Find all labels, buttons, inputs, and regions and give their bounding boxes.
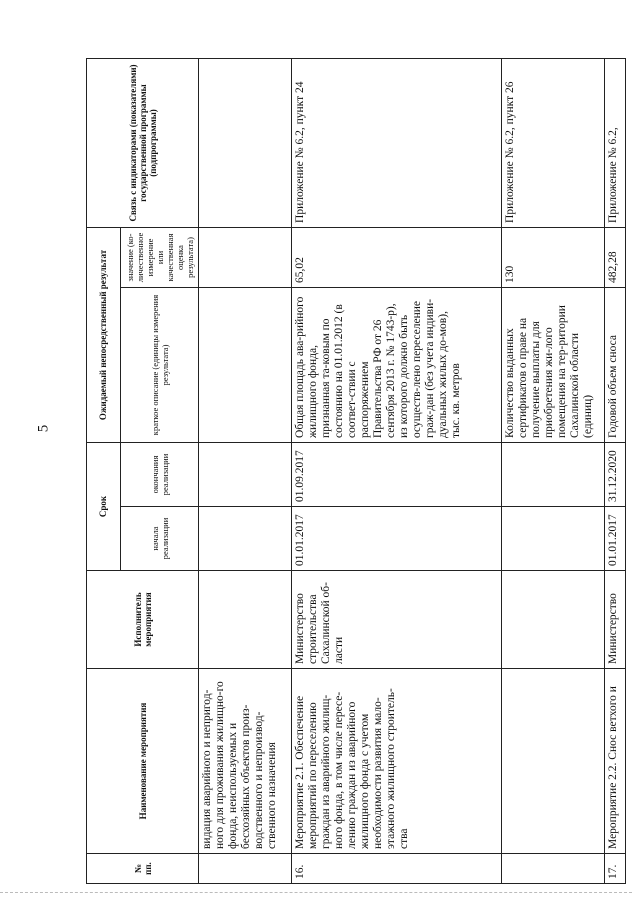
cell-num: 16. xyxy=(291,854,501,884)
table-row xyxy=(199,58,291,883)
cell-num xyxy=(501,854,604,884)
cell-name xyxy=(501,669,604,854)
measures-table xyxy=(86,58,626,884)
header-expected-value: значение (ко-личественное измерение или качественная оценка результата) xyxy=(120,227,199,287)
cell-end: 31.12.2020 xyxy=(604,442,625,506)
cell-executor: Министерство строительства Сахалинской об-ласти xyxy=(291,571,501,669)
cell-link: Приложение № 6.2, пункт 24 xyxy=(291,58,501,227)
cell-link: Приложение № 6.2, xyxy=(604,58,625,227)
header-executor: Исполнитель мероприятия xyxy=(87,571,199,669)
cell-start xyxy=(199,507,291,571)
table-row xyxy=(604,58,625,883)
cell-num: 17. xyxy=(604,854,625,884)
cell-value: 482,28 xyxy=(604,227,625,287)
cell-executor xyxy=(199,571,291,669)
header-name: Наименование мероприятия xyxy=(87,669,199,854)
cell-start xyxy=(501,507,604,571)
cell-value xyxy=(199,227,291,287)
scan-edge-divider xyxy=(0,892,632,893)
cell-desc: Общая площадь ава-рийного жилищного фонда, признанная та-ковым по состоянию на 01.01.2012 (в соответ-ствии с распоряжением Правительства РФ от 26 сентября 2013 г. № 1743-р), из которого должно быть осуществ-лено переселение граж-дан (без учета индиви-дуальных жилых до-мов), тыс. кв. метров xyxy=(291,287,501,442)
header-term-end: окончания реализации xyxy=(120,442,199,506)
cell-value: 65,02 xyxy=(291,227,501,287)
document-table-sheet xyxy=(86,59,626,884)
cell-name: Мероприятие 2.2. Снос ветхого и xyxy=(604,669,625,854)
header-term: Срок xyxy=(87,442,121,570)
cell-link xyxy=(199,58,291,227)
header-row xyxy=(87,58,121,883)
cell-executor: Министерство xyxy=(604,571,625,669)
cell-name: Мероприятие 2.1. Обеспечение мероприятий по переселению граждан из аварийного жилищ-ного фонда, в том числе пересе-лению граждан из аварийного жилищного фонда с учетом необходимости развития мало-этажного жилищного строитель-ства xyxy=(291,669,501,854)
cell-end xyxy=(199,442,291,506)
cell-start: 01.01.2017 xyxy=(291,507,501,571)
header-term-start: начала реализации xyxy=(120,507,199,571)
cell-desc: Годовой объем сноса xyxy=(604,287,625,442)
cell-end xyxy=(501,442,604,506)
header-link: Связь с индикаторами (показателями) государственной программы (подпрограммы) xyxy=(87,58,199,227)
cell-executor xyxy=(501,571,604,669)
header-expected-desc: краткое описание (единицы измерения результата) xyxy=(120,287,199,442)
cell-value: 130 xyxy=(501,227,604,287)
cell-desc: Количество выданных сертификатов о праве на получение выплаты для приобретения жи-лого помещения на тер-ритории Сахалинской области (единиц) xyxy=(501,287,604,442)
page-number: 5 xyxy=(35,424,52,433)
table-row xyxy=(501,58,604,883)
cell-end: 01.09.2017 xyxy=(291,442,501,506)
cell-name: видация аварийного и непригод-ного для проживания жилищно-го фонда, неиспользуемых и бесхозяйных объектов произ-водственного и непроизвод-ственного назначения xyxy=(199,669,291,854)
cell-link: Приложение № 6.2, пункт 26 xyxy=(501,58,604,227)
header-expected: Ожидаемый непосредственный результат xyxy=(87,227,121,442)
cell-start: 01.01.2017 xyxy=(604,507,625,571)
table-row xyxy=(291,58,501,883)
header-num: № пп. xyxy=(87,854,199,884)
cell-num xyxy=(199,854,291,884)
cell-desc xyxy=(199,287,291,442)
